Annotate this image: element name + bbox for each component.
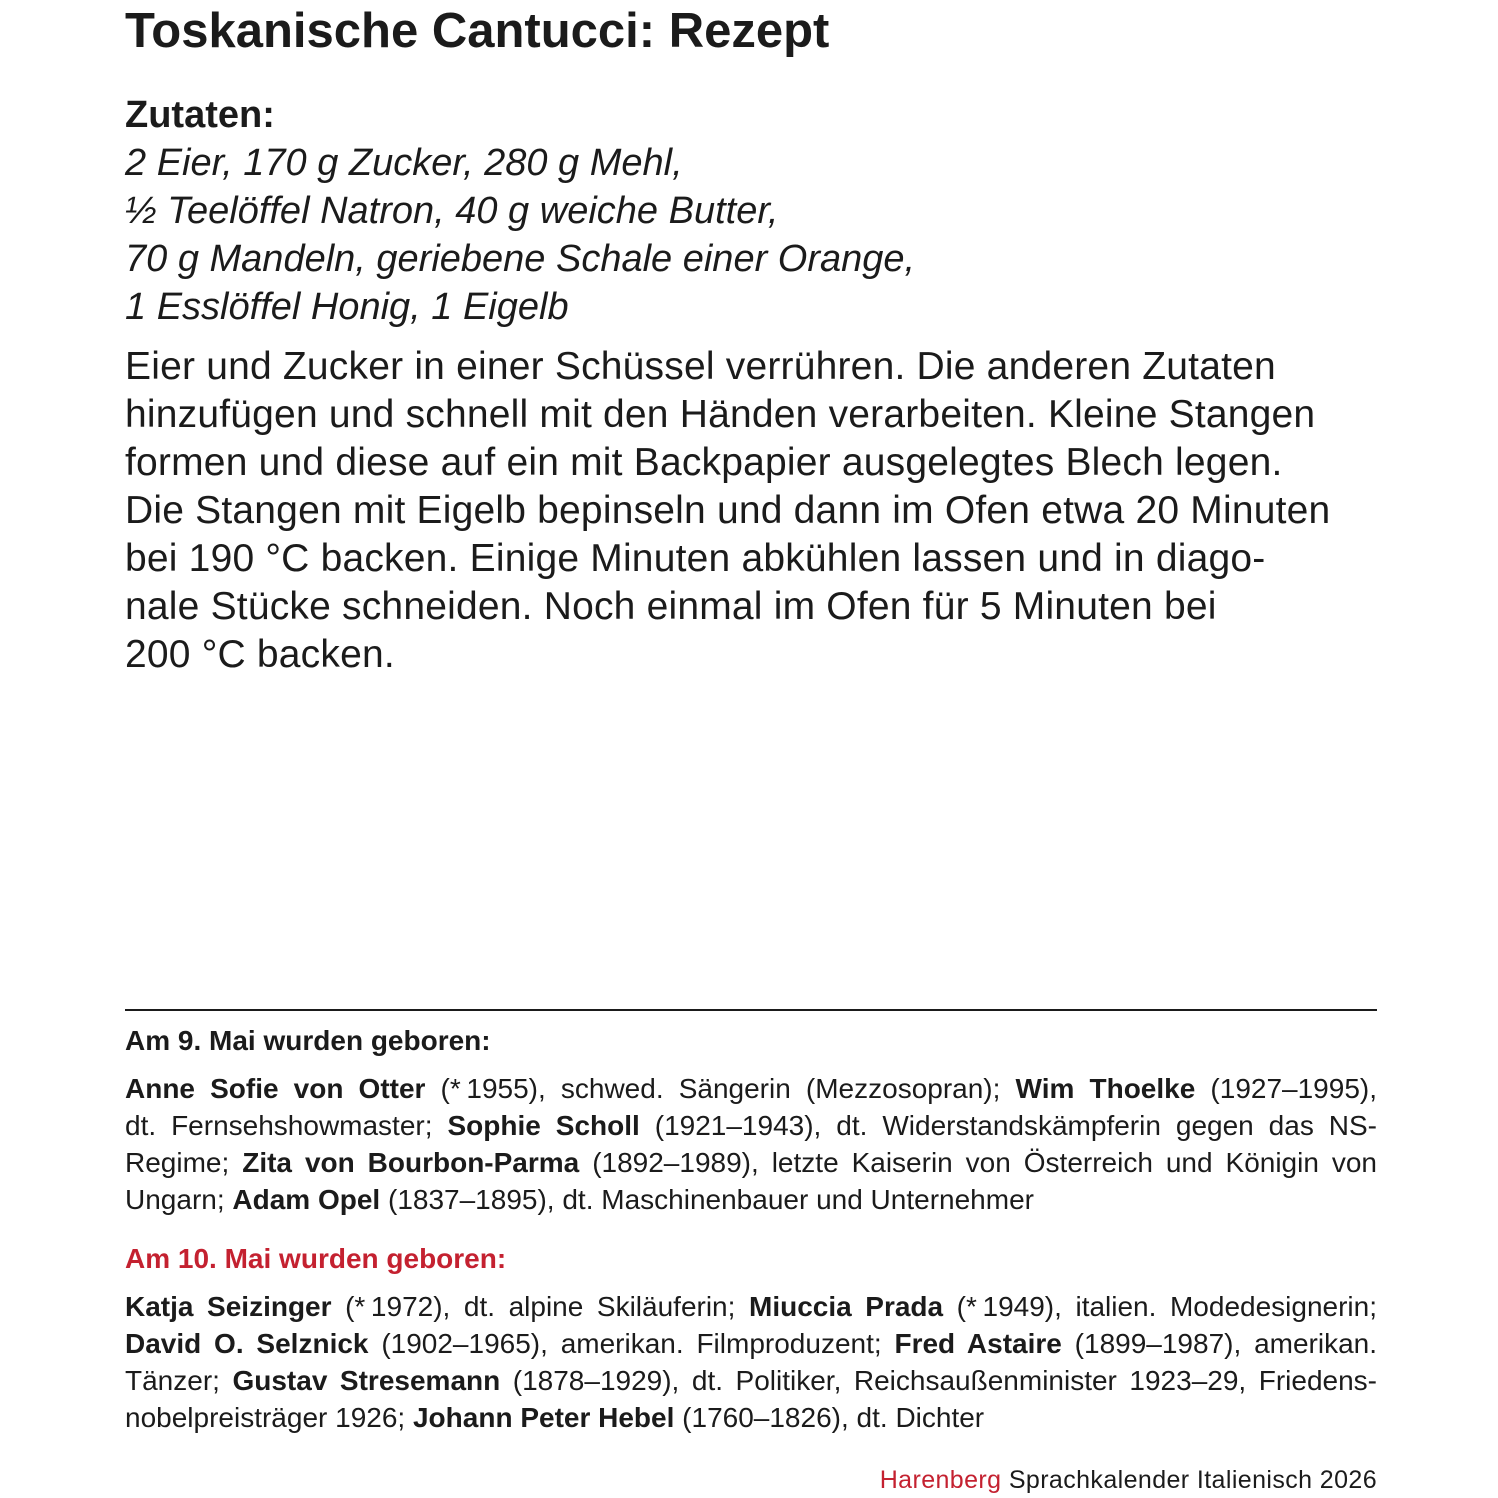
birthday-line <box>125 1362 1377 1399</box>
ingredients-heading: Zutaten: <box>125 94 275 136</box>
person-details: dt. Fernsehshowmaster; <box>125 1110 448 1141</box>
birthdays-may-9-list <box>125 1070 1377 1218</box>
person-name: Sophie Scholl <box>447 1110 640 1141</box>
person-name: Fred Astaire <box>894 1328 1062 1359</box>
person-details: (1837–1895), dt. Maschinenbauer und Unternehmer <box>380 1184 1034 1215</box>
person-name: Katja Seizinger <box>125 1291 332 1322</box>
person-details: (1921–1943), dt. Widerstandskämpferin gegen das NS- <box>639 1110 1378 1141</box>
person-details: Tänzer; <box>125 1365 233 1396</box>
birthday-line <box>125 1325 1377 1362</box>
ingredient-line: 2 Eier, 170 g Zucker, 280 g Mehl, <box>125 142 683 184</box>
ingredient-line: 1 Esslöffel Honig, 1 Eigelb <box>125 286 569 328</box>
page-footer <box>125 1465 1377 1495</box>
footer-title: Sprachkalender Italienisch 2026 <box>1008 1466 1377 1494</box>
section-divider <box>125 1009 1377 1011</box>
person-name: Zita von Bourbon-Parma <box>242 1147 580 1178</box>
person-details: (1927–1995), <box>1195 1073 1377 1104</box>
instruction-line: Die Stangen mit Eigelb bepinseln und dann im Ofen etwa 20 Minuten <box>125 489 1331 532</box>
person-details: (1902–1965), amerikan. Filmproduzent; <box>368 1328 895 1359</box>
footer-brand: Harenberg <box>879 1466 1002 1494</box>
person-name: Johann Peter Hebel <box>412 1402 675 1433</box>
person-name: Anne Sofie von Otter <box>125 1073 426 1104</box>
person-details: (1892–1989), letzte Kaiserin von Österreich und Königin von <box>579 1147 1378 1178</box>
person-name: Gustav Stresemann <box>232 1365 501 1396</box>
birthdays-may-10-list <box>125 1288 1377 1436</box>
person-details: (* 1972), dt. alpine Skiläuferin; <box>331 1291 749 1322</box>
instruction-line: Eier und Zucker in einer Schüssel verrühren. Die anderen Zutaten <box>125 345 1276 388</box>
instruction-line: 200 °C backen. <box>125 633 395 676</box>
person-details: (1760–1826), dt. Dichter <box>674 1402 985 1433</box>
person-details: (* 1949), italien. Modedesignerin; <box>943 1291 1378 1322</box>
birthdays-may-9-heading: Am 9. Mai wurden geboren: <box>125 1025 491 1056</box>
instructions-paragraph <box>125 343 1330 679</box>
instruction-line: nale Stücke schneiden. Noch einmal im Ofen für 5 Minuten bei <box>125 585 1217 628</box>
birthday-line <box>125 1107 1377 1144</box>
person-details: Ungarn; <box>125 1184 233 1215</box>
birthday-line <box>125 1399 1377 1436</box>
person-name: David O. Selznick <box>125 1328 369 1359</box>
person-details: (* 1955), schwed. Sängerin (Mezzosopran); <box>425 1073 1016 1104</box>
person-details: (1899–1987), amerikan. <box>1061 1328 1378 1359</box>
instruction-line: formen und diese auf ein mit Backpapier ausgelegtes Blech legen. <box>125 441 1283 484</box>
person-name: Miuccia Prada <box>749 1291 944 1322</box>
person-details: nobelpreisträger 1926; <box>125 1402 413 1433</box>
instruction-line: bei 190 °C backen. Einige Minuten abkühlen lassen und in diago- <box>125 537 1266 580</box>
person-details: (1878–1929), dt. Politiker, Reichsaußenminister 1923–29, Friedens- <box>500 1365 1377 1396</box>
birthdays-may-10-heading: Am 10. Mai wurden geboren: <box>125 1243 507 1274</box>
person-name: Adam Opel <box>232 1184 381 1215</box>
ingredient-line: 70 g Mandeln, geriebene Schale einer Orange, <box>125 238 916 280</box>
birthday-line <box>125 1070 1377 1107</box>
instruction-line: hinzufügen und schnell mit den Händen verarbeiten. Kleine Stangen <box>125 393 1316 436</box>
page-title: Toskanische Cantucci: Rezept <box>125 4 830 58</box>
person-name: Wim Thoelke <box>1015 1073 1196 1104</box>
birthday-line <box>125 1144 1377 1181</box>
ingredient-line: ½ Teelöffel Natron, 40 g weiche Butter, <box>125 190 779 232</box>
birthday-line <box>125 1181 1377 1218</box>
person-details: Regime; <box>125 1147 243 1178</box>
ingredients-section <box>125 91 915 331</box>
birthday-line <box>125 1288 1377 1325</box>
